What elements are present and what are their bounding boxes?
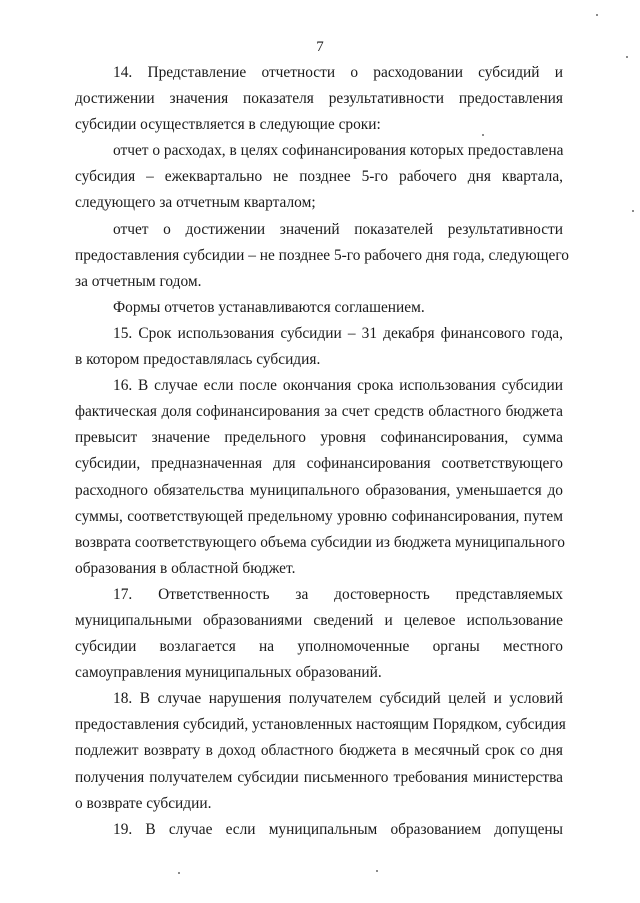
text-line: 16. В случае если после окончания срока использования субсидии xyxy=(113,377,563,395)
text-line: возврата соответствующего объема субсидии из бюджета муниципального xyxy=(75,533,565,551)
text-line: суммы, соответствующей предельному уровню софинансирования, путем xyxy=(75,507,563,525)
text-line: предоставления субсидии – не позднее 5-го рабочего дня года, следующего xyxy=(75,246,569,264)
text-line: предоставления субсидий, установленных настоящим Порядком, субсидия xyxy=(75,716,566,734)
text-line: образования в областной бюджет. xyxy=(75,559,296,577)
text-line: 17. Ответственность за достоверность представляемых xyxy=(113,585,563,603)
text-line: 19. В случае если муниципальным образованием допущены xyxy=(113,820,563,838)
text-line: Формы отчетов устанавливаются соглашением. xyxy=(113,298,425,316)
text-line: следующего за отчетным кварталом; xyxy=(75,194,316,212)
text-line: отчет о достижении значений показателей результативности xyxy=(113,220,563,238)
scan-speck xyxy=(376,870,378,872)
text-line: отчет о расходах, в целях софинансирования которых предоставлена xyxy=(113,142,564,160)
text-line: за отчетным годом. xyxy=(75,272,202,290)
text-line: подлежит возврату в доход областного бюджета в месячный срок со дня xyxy=(75,742,563,760)
text-line: о возврате субсидии. xyxy=(75,794,212,812)
scan-speck xyxy=(178,872,180,874)
scan-speck xyxy=(632,210,634,212)
text-line: в котором предоставлялась субсидия. xyxy=(75,351,321,369)
text-line: превысит значение предельного уровня софинансирования, сумма xyxy=(75,429,563,447)
text-line: субсидия – ежеквартально не позднее 5-го рабочего дня квартала, xyxy=(75,168,563,186)
text-line: 14. Представление отчетности о расходовании субсидий и xyxy=(113,64,563,81)
text-line: 15. Срок использования субсидии – 31 декабря финансового года, xyxy=(113,324,563,342)
scan-speck xyxy=(596,14,598,16)
text-line: получения получателем субсидии письменного требования министерства xyxy=(75,768,563,786)
text-line: расходного обязательства муниципального образования, уменьшается до xyxy=(75,481,563,499)
text-line: субсидии, предназначенная для софинансирования соответствующего xyxy=(75,455,563,473)
text-line: субсидии возлагается на уполномоченные органы местного xyxy=(75,638,563,656)
text-line: фактическая доля софинансирования за счет средств областного бюджета xyxy=(75,403,563,421)
text-line: 18. В случае нарушения получателем субсидий целей и условий xyxy=(113,690,563,708)
text-line: муниципальными образованиями сведений и целевое использование xyxy=(75,611,563,629)
scan-speck xyxy=(626,56,628,58)
scan-speck xyxy=(482,134,484,136)
document-body xyxy=(75,60,569,843)
text-line: субсидии осуществляется в следующие сроки: xyxy=(75,116,381,134)
text-line: достижении значения показателя результативности предоставления xyxy=(75,90,563,108)
text-line: самоуправления муниципальных образований. xyxy=(75,664,382,682)
page-number: 7 xyxy=(316,39,324,55)
